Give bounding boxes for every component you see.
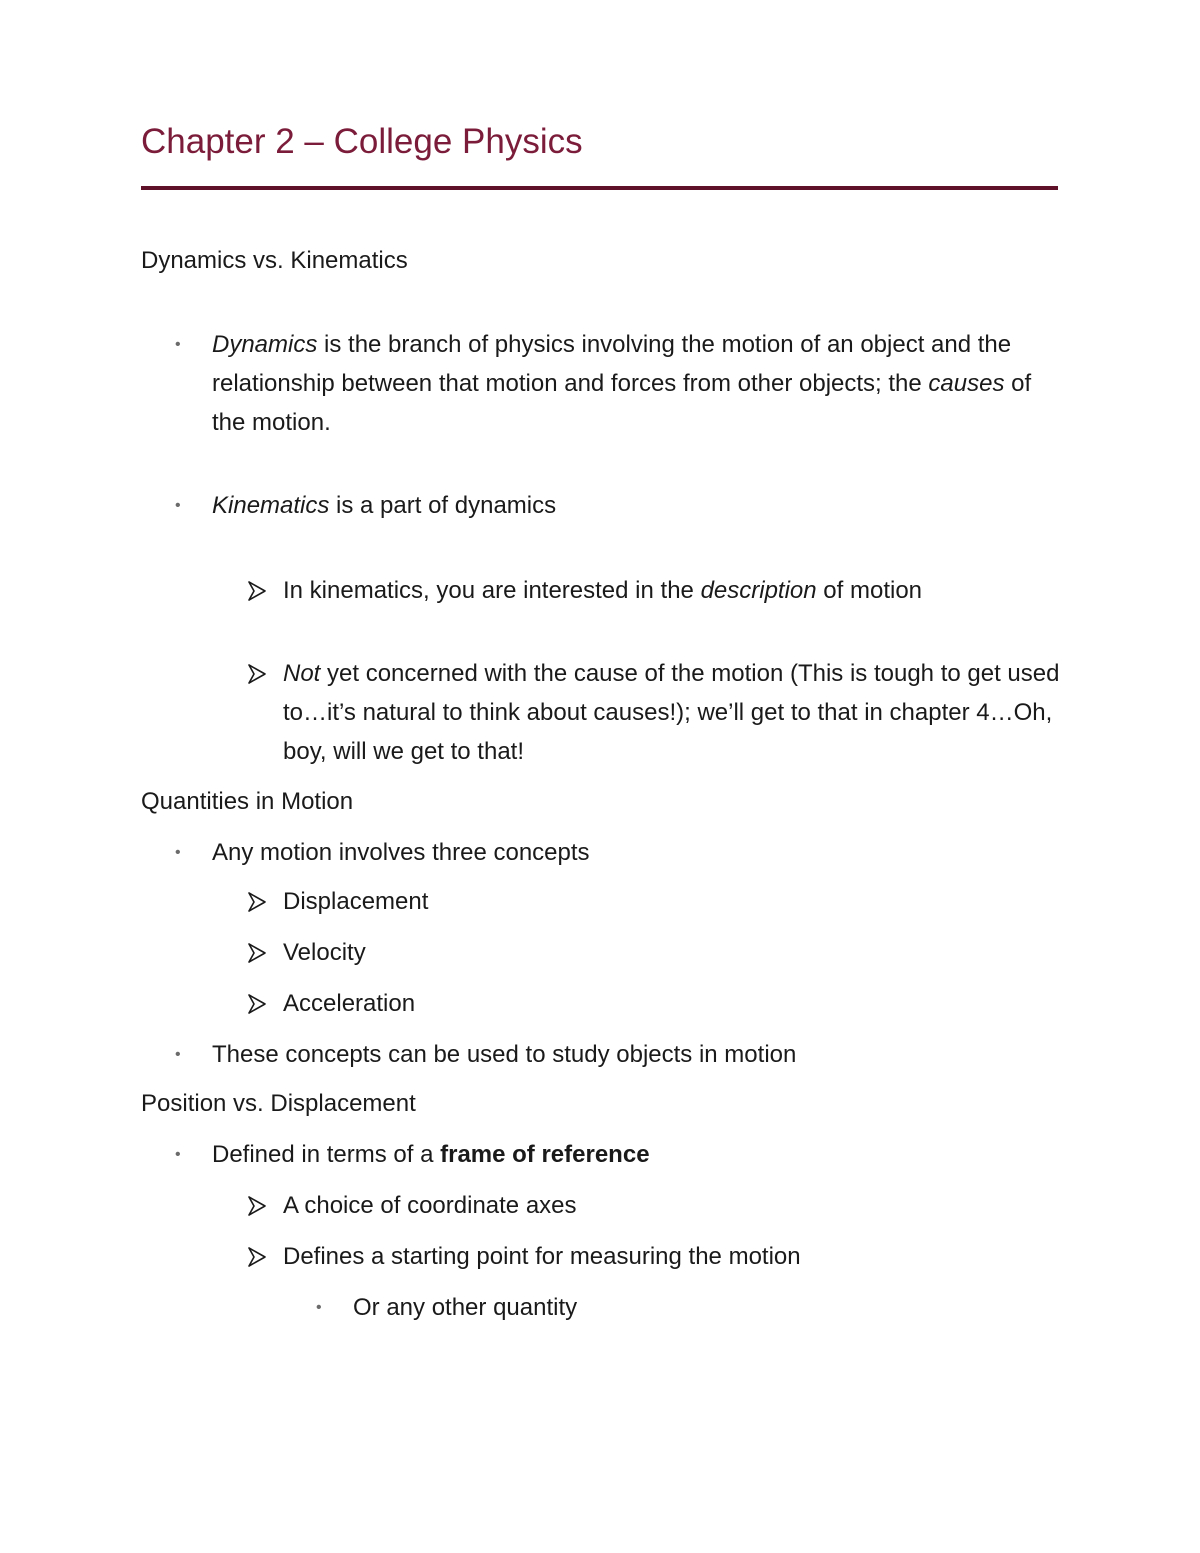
list-item-text (212, 325, 1032, 442)
bullet-icon: • (175, 1046, 181, 1063)
arrowhead-bullet-icon (247, 1237, 267, 1276)
list-item-text (212, 1135, 1032, 1174)
sub-list-item (283, 1186, 1073, 1225)
list-item (175, 833, 1032, 872)
sub-list-item (283, 882, 1073, 921)
list-item-text-part: of the motion. (212, 370, 1032, 436)
emphasis-not: Not (283, 660, 321, 687)
list-item-text: Defines a starting point for measuring the motion (283, 1243, 801, 1270)
list-item-text (283, 571, 1073, 610)
term-kinematics: Kinematics (212, 492, 330, 519)
section-heading-quantities: Quantities in Motion (141, 788, 354, 815)
list-item-text-part: yet concerned with the cause of the motion (This is tough to get used to…it’s natural to think about causes!); we’ll get to that in chapter 4…Oh, boy, will we get to that! (283, 660, 1060, 765)
arrowhead-bullet-icon (247, 933, 267, 972)
bullet-icon: • (316, 1299, 322, 1316)
bullet-icon: • (175, 844, 181, 861)
sub-list-item (283, 1237, 1073, 1276)
arrowhead-bullet-icon (247, 882, 267, 921)
sub-list-item (283, 654, 1073, 771)
list-item-text: Or any other quantity (353, 1294, 578, 1321)
arrowhead-bullet-icon (247, 571, 267, 610)
list-item-text (283, 654, 1073, 771)
list-item-text-part: is the branch of physics involving the motion of an object and the relationship between that motion and forces from other objects; the (212, 331, 1012, 397)
arrowhead-bullet-icon (247, 984, 267, 1023)
list-item (175, 325, 1032, 442)
bullet-icon: • (175, 1146, 181, 1163)
sub-list-item (283, 984, 1073, 1023)
term-dynamics: Dynamics (212, 331, 318, 358)
emphasis-causes: causes (928, 370, 1005, 397)
list-item (175, 1035, 1032, 1074)
list-item (175, 486, 1032, 525)
section-heading-dynamics: Dynamics vs. Kinematics (141, 247, 408, 274)
list-item-text: Any motion involves three concepts (212, 839, 590, 866)
page-title: Chapter 2 – College Physics (141, 122, 583, 161)
list-item-text: A choice of coordinate axes (283, 1192, 577, 1219)
list-item (175, 1135, 1032, 1174)
sub-list-item (283, 571, 1073, 610)
list-item-text: Velocity (283, 939, 366, 966)
sub-sub-list-item (316, 1288, 1053, 1327)
list-item-text-part: of motion (816, 577, 923, 604)
list-item-text-part: Defined in terms of a (212, 1141, 441, 1168)
list-item-text: These concepts can be used to study objects in motion (212, 1041, 797, 1068)
term-frame-of-reference: frame of reference (440, 1141, 650, 1168)
list-item-text: Displacement (283, 888, 429, 915)
list-item-text (212, 486, 1032, 525)
section-heading-position: Position vs. Displacement (141, 1090, 416, 1117)
list-item-text-part: is a part of dynamics (329, 492, 557, 519)
title-underline (141, 186, 1058, 190)
arrowhead-bullet-icon (247, 1186, 267, 1225)
list-item-text: Acceleration (283, 990, 416, 1017)
sub-list-item (283, 933, 1073, 972)
list-item-text-part: In kinematics, you are interested in the (283, 577, 701, 604)
arrowhead-bullet-icon (247, 654, 267, 693)
emphasis-description: description (700, 577, 817, 604)
bullet-icon: • (175, 497, 181, 514)
bullet-icon: • (175, 336, 181, 353)
